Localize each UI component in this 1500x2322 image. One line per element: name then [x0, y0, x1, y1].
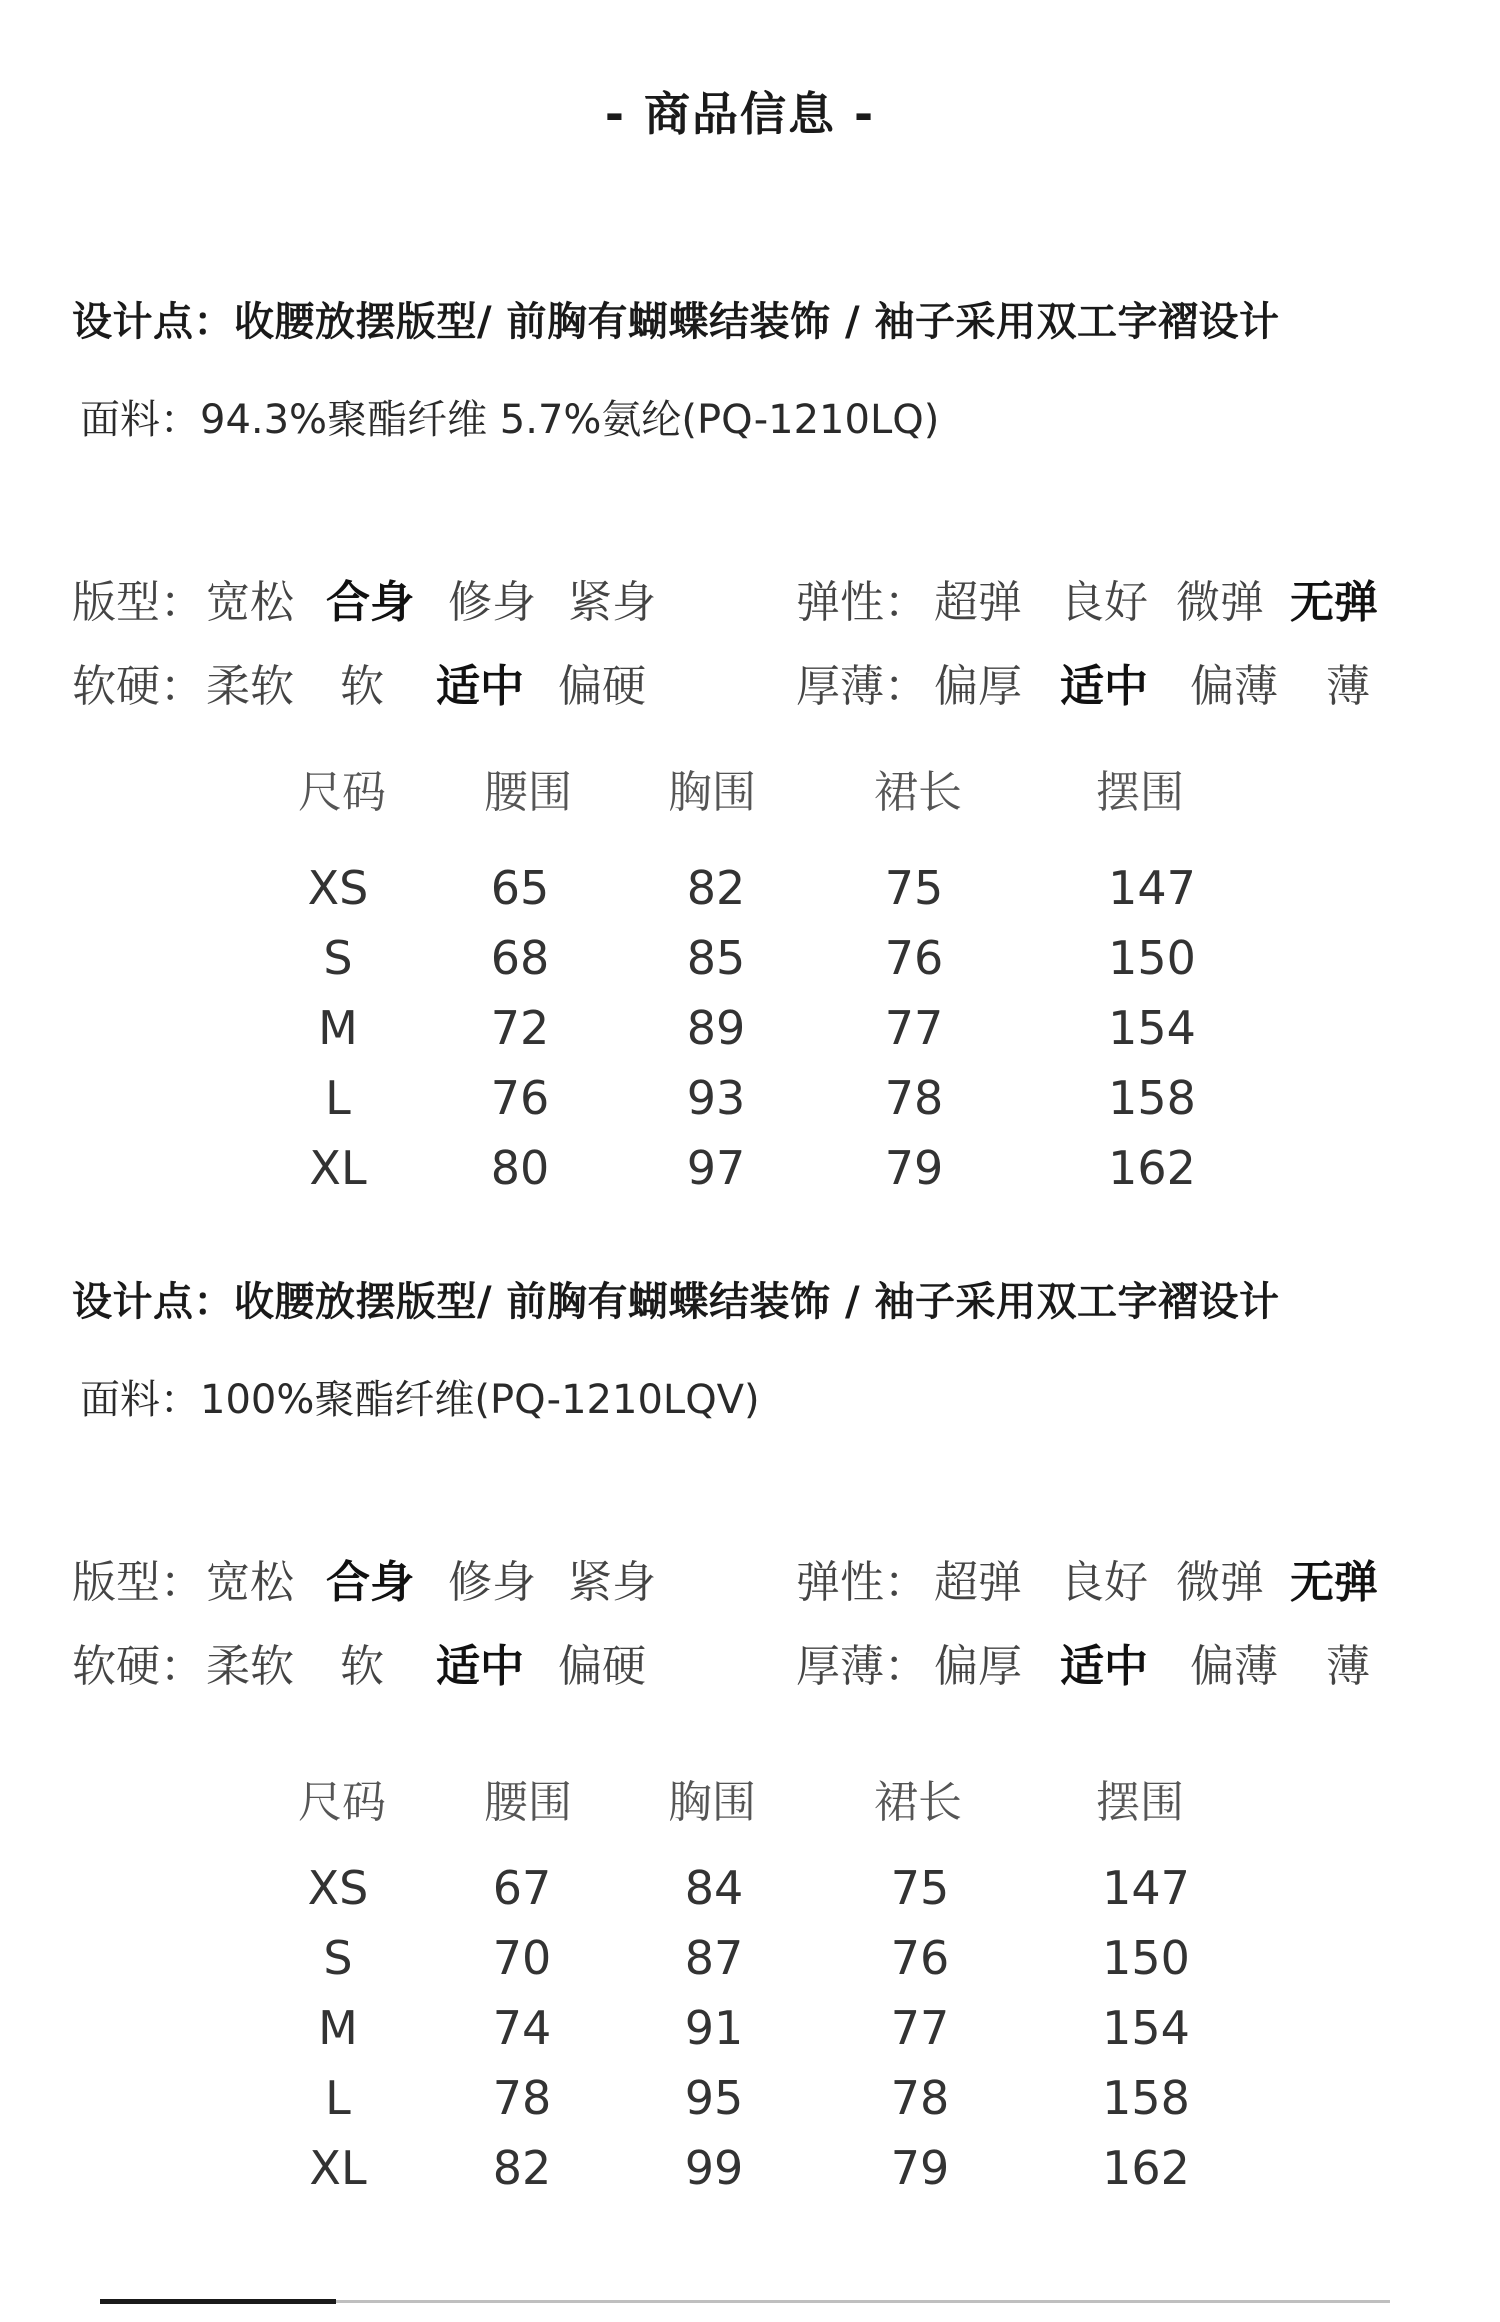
cell-hem: 154 [1102, 2001, 1190, 2055]
opt-elasticity-3: 无弹 [1290, 1557, 1378, 1608]
opt-thickness-0: 偏厚 [934, 661, 1022, 712]
opt-softness-3: 偏硬 [558, 1641, 646, 1692]
opt-thickness-2: 偏薄 [1190, 661, 1278, 712]
col-header-bust: 胸围 [668, 767, 756, 818]
cell-size: L [325, 1071, 351, 1125]
attr-label: 厚薄： [796, 1641, 928, 1692]
design-points: 设计点：收腰放摆版型/ 前胸有蝴蝶结装饰 / 袖子采用双工字褶设计 [72, 1279, 1280, 1325]
cell-waist: 70 [492, 1931, 552, 1985]
cell-bust: 93 [686, 1071, 746, 1125]
opt-softness-0: 柔软 [206, 1641, 294, 1692]
opt-softness-0: 柔软 [206, 661, 294, 712]
cell-size: XS [307, 861, 369, 915]
opt-fit-1: 合身 [326, 1557, 414, 1608]
attr-label: 弹性： [796, 577, 928, 628]
opt-elasticity-0: 超弹 [934, 1557, 1022, 1608]
opt-thickness-3: 薄 [1326, 1641, 1370, 1692]
opt-softness-2: 适中 [436, 661, 524, 712]
cell-length: 77 [884, 1001, 944, 1055]
cell-hem: 154 [1108, 1001, 1196, 1055]
cell-size: M [318, 1001, 358, 1055]
cell-hem: 162 [1108, 1141, 1196, 1195]
table-row [0, 1001, 1500, 1061]
page-title: - 商品信息 - [604, 87, 876, 141]
opt-elasticity-2: 微弹 [1176, 1557, 1264, 1608]
divider-accent [100, 2299, 336, 2304]
table-row [0, 1861, 1500, 1921]
table-row [0, 1071, 1500, 1131]
opt-thickness-0: 偏厚 [934, 1641, 1022, 1692]
cell-bust: 85 [686, 931, 746, 985]
cell-bust: 91 [684, 2001, 744, 2055]
opt-elasticity-0: 超弹 [934, 577, 1022, 628]
cell-bust: 95 [684, 2071, 744, 2125]
opt-softness-1: 软 [340, 661, 384, 712]
opt-elasticity-3: 无弹 [1290, 577, 1378, 628]
opt-fit-2: 修身 [448, 1557, 536, 1608]
cell-length: 75 [884, 861, 944, 915]
table-row [0, 1141, 1500, 1201]
col-header-size: 尺码 [298, 767, 386, 818]
cell-length: 78 [884, 1071, 944, 1125]
cell-length: 79 [890, 2141, 950, 2195]
attr-label: 软硬： [72, 661, 204, 712]
cell-waist: 72 [490, 1001, 550, 1055]
table-row [0, 861, 1500, 921]
cell-size: S [323, 931, 353, 985]
opt-softness-3: 偏硬 [558, 661, 646, 712]
cell-hem: 162 [1102, 2141, 1190, 2195]
attr-label: 厚薄： [796, 661, 928, 712]
col-header-length: 裙长 [874, 767, 962, 818]
cell-length: 76 [890, 1931, 950, 1985]
bottom-divider [100, 2300, 1390, 2303]
cell-waist: 65 [490, 861, 550, 915]
cell-bust: 97 [686, 1141, 746, 1195]
col-header-hem: 摆围 [1096, 767, 1184, 818]
cell-length: 76 [884, 931, 944, 985]
col-header-length: 裙长 [874, 1777, 962, 1828]
opt-fit-0: 宽松 [206, 1557, 294, 1608]
cell-size: L [325, 2071, 351, 2125]
table-row [0, 1931, 1500, 1991]
cell-waist: 78 [492, 2071, 552, 2125]
design-points: 设计点：收腰放摆版型/ 前胸有蝴蝶结装饰 / 袖子采用双工字褶设计 [72, 299, 1280, 345]
cell-waist: 68 [490, 931, 550, 985]
cell-hem: 158 [1108, 1071, 1196, 1125]
col-header-hem: 摆围 [1096, 1777, 1184, 1828]
attr-label: 版型： [72, 1557, 204, 1608]
table-row [0, 2001, 1500, 2061]
cell-hem: 158 [1102, 2071, 1190, 2125]
cell-hem: 147 [1102, 1861, 1190, 1915]
table-row [0, 2071, 1500, 2131]
cell-size: M [318, 2001, 358, 2055]
cell-bust: 84 [684, 1861, 744, 1915]
opt-fit-1: 合身 [326, 577, 414, 628]
fabric-composition: 面料：94.3%聚酯纤维 5.7%氨纶(PQ-1210LQ) [80, 397, 940, 443]
cell-length: 75 [890, 1861, 950, 1915]
cell-hem: 147 [1108, 861, 1196, 915]
attr-label: 弹性： [796, 1557, 928, 1608]
opt-softness-1: 软 [340, 1641, 384, 1692]
cell-bust: 99 [684, 2141, 744, 2195]
opt-fit-2: 修身 [448, 577, 536, 628]
opt-thickness-1: 适中 [1060, 661, 1148, 712]
opt-elasticity-1: 良好 [1060, 1557, 1148, 1608]
cell-bust: 87 [684, 1931, 744, 1985]
cell-length: 78 [890, 2071, 950, 2125]
opt-fit-3: 紧身 [568, 577, 656, 628]
cell-waist: 76 [490, 1071, 550, 1125]
fabric-composition: 面料：100%聚酯纤维(PQ-1210LQV) [80, 1377, 760, 1423]
cell-bust: 82 [686, 861, 746, 915]
cell-waist: 74 [492, 2001, 552, 2055]
table-row [0, 2141, 1500, 2201]
col-header-bust: 胸围 [668, 1777, 756, 1828]
cell-waist: 80 [490, 1141, 550, 1195]
table-row [0, 931, 1500, 991]
cell-bust: 89 [686, 1001, 746, 1055]
opt-softness-2: 适中 [436, 1641, 524, 1692]
opt-thickness-1: 适中 [1060, 1641, 1148, 1692]
col-header-size: 尺码 [298, 1777, 386, 1828]
cell-size: S [323, 1931, 353, 1985]
col-header-waist: 腰围 [484, 1777, 572, 1828]
cell-size: XL [309, 2141, 367, 2195]
opt-elasticity-2: 微弹 [1176, 577, 1264, 628]
cell-length: 77 [890, 2001, 950, 2055]
cell-hem: 150 [1108, 931, 1196, 985]
opt-fit-3: 紧身 [568, 1557, 656, 1608]
opt-thickness-3: 薄 [1326, 661, 1370, 712]
opt-elasticity-1: 良好 [1060, 577, 1148, 628]
col-header-waist: 腰围 [484, 767, 572, 818]
cell-waist: 82 [492, 2141, 552, 2195]
cell-length: 79 [884, 1141, 944, 1195]
opt-fit-0: 宽松 [206, 577, 294, 628]
cell-size: XL [309, 1141, 367, 1195]
cell-size: XS [307, 1861, 369, 1915]
cell-hem: 150 [1102, 1931, 1190, 1985]
attr-label: 版型： [72, 577, 204, 628]
opt-thickness-2: 偏薄 [1190, 1641, 1278, 1692]
cell-waist: 67 [492, 1861, 552, 1915]
attr-label: 软硬： [72, 1641, 204, 1692]
